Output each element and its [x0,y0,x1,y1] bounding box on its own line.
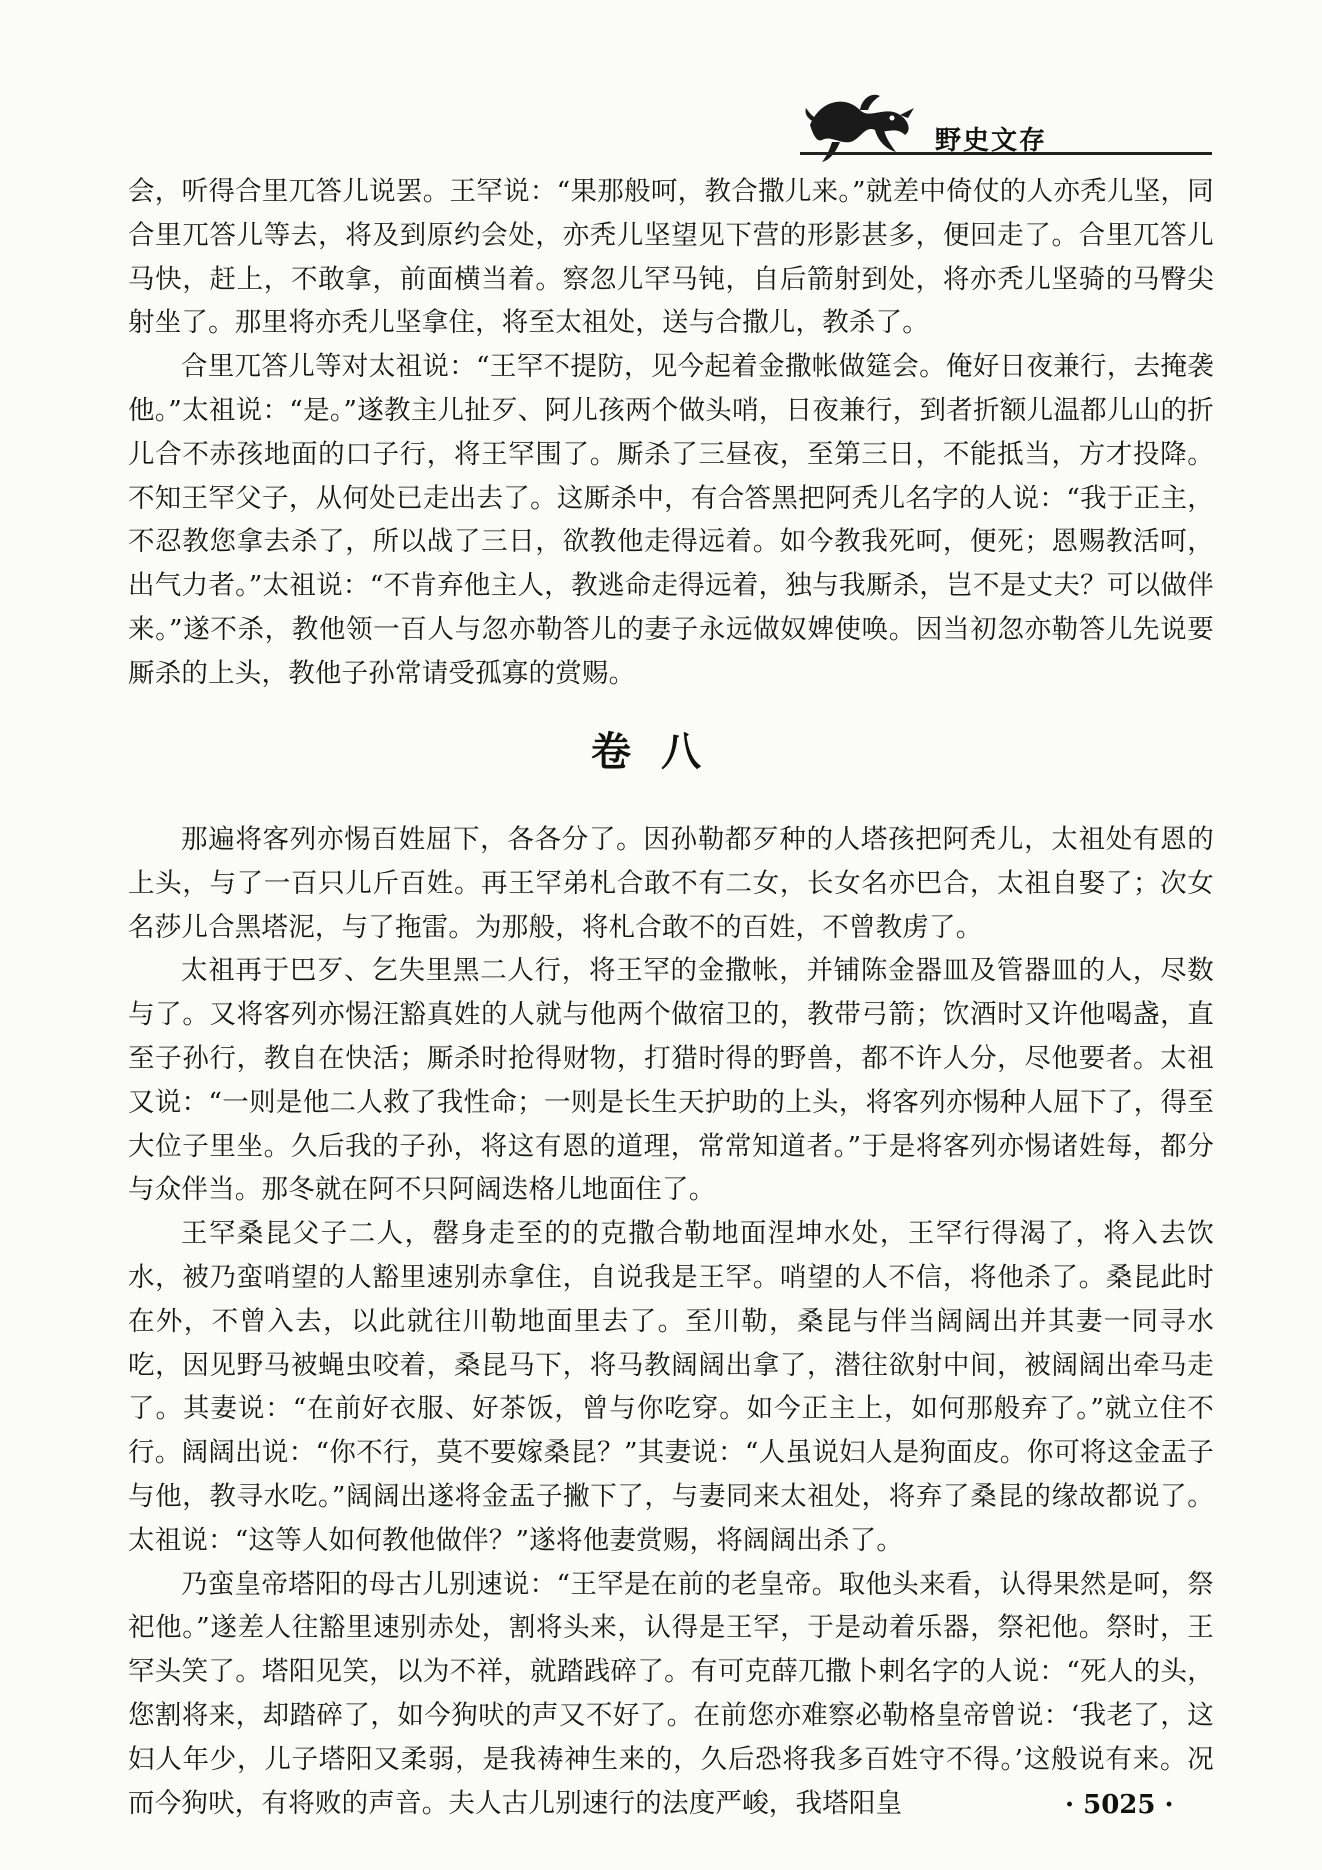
paragraph: 那遍将客列亦惕百姓屈下，各各分了。因孙勒都歹种的人塔孩把阿秃儿，太祖处有恩的上头，与了一百只儿斤百姓。再王罕弟札合敢不有二女，长女名亦巴合，太祖自娶了；次女名莎儿合黑塔泥，与了拖雷。为那般，将札合敢不的百姓，不曾教虏了。 [128,824,1214,943]
page-number: · 5025 · [1065,1790,1174,1820]
paragraph: 乃蛮皇帝塔阳的母古儿别速说：“王罕是在前的老皇帝。取他头来看，认得果然是呵，祭祀他。”遂差人往豁里速别赤处，割将头来，认得是王罕，于是动着乐器，祭祀他。祭时，王罕头笑了。塔阳见笑，以为不祥，就踏践碎了。有可克薛兀撒卜剌名字的人说：“死人的头，您割将来，却踏碎了，如今狗吠的声又不好了。在前您亦难察必勒格皇帝曾说：‘我老了，这妇人年少，儿子塔阳又柔弱，是我祷神生来的，久后恐将我多百姓守不得。’这般说有来。况而今狗吠，有将败的声音。夫人古儿别速行的法度严峻，我塔阳皇 [128,1568,1214,1819]
dragon-emblem-icon [800,80,920,170]
running-header [800,80,1230,170]
paragraph: 王罕桑昆父子二人，罄身走至的的克撒合勒地面涅坤水处，王罕行得渴了，将入去饮水，被乃蛮哨望的人豁里速别赤拿住，自说我是王罕。哨望的人不信，将他杀了。桑昆此时在外，不曾入去，以此就往川勒地面里去了。至川勒，桑昆与伴当阔阔出并其妻一同寻水吃，因见野马被蝇虫咬着，桑昆马下，将马教阔阔出拿了，潜往欲射中间，被阔阔出牵马走了。其妻说：“在前好衣服、好茶饭，曾与你吃穿。如今正主上，如何那般弃了。”就立住不行。阔阔出说：“你不行，莫不要嫁桑昆？”其妻说：“人虽说妇人是狗面皮。你可将这金盂子与他，教寻水吃。”阔阔出遂将金盂子撇下了，与妻同来太祖处，将弃了桑昆的缘故都说了。太祖说：“这等人如何教他做伴？”遂将他妻赏赐，将阔阔出杀了。 [128,1218,1214,1556]
paragraph: 合里兀答儿等对太祖说：“王罕不提防，见今起着金撒帐做筵会。俺好日夜兼行，去掩袭他。”太祖说：“是。”遂教主儿扯歹、阿儿孩两个做头哨，日夜兼行，到者折额儿温都儿山的折儿合不赤孩地面的口子行，将王罕围了。厮杀了三昼夜，至第三日，不能抵当，方才投降。不知王罕父子，从何处已走出去了。这厮杀中，有合答黑把阿秃儿名字的人说：“我于正主，不忍教您拿去杀了，所以战了三日，欲教他走得远着。如今教我死呵，便死；恩赐教活呵，出气力者。”太祖说：“不肯弃他主人，教逃命走得远着，独与我厮杀，岂不是丈夫？可以做伴来。”遂不杀，教他领一百人与忽亦勒答儿的妻子永远做奴婢使唤。因当初忽亦勒答儿先说要厮杀的上头，教他子孙常请受孤寡的赏赐。 [128,351,1214,689]
text-block-main [128,818,1214,1825]
header-divider [800,152,1212,155]
series-title: 野史文存 [935,126,1048,156]
text-block-top [128,170,1214,696]
paragraph: 太祖再于巴歹、乞失里黑二人行，将王罕的金撒帐，并铺陈金器皿及管器皿的人，尽数与了。又将客列亦惕汪豁真姓的人就与他两个做宿卫的，教带弓箭；饮酒时又许他喝盏，直至子孙行，教自在快活；厮杀时抢得财物，打猎时得的野兽，都不许人分，尽他要者。太祖又说：“一则是他二人救了我性命；一则是长生天护助的上头，将客列亦惕种人屈下了，得至大位子里坐。久后我的子孙，将这有恩的道理，常常知道者。”于是将客列亦惕诸姓每，都分与众伴当。那冬就在阿不只阿阔迭格儿地面住了。 [128,955,1214,1206]
chapter-heading: 卷八 [591,729,731,775]
paragraph: 会，听得合里兀答儿说罢。王罕说：“果那般呵，教合撒儿来。”就差中倚仗的人亦秃儿坚，同合里兀答儿等去，将及到原约会处，亦秃儿坚望见下营的形影甚多，便回走了。合里兀答儿马快，赶上，不敢拿，前面横当着。察忽儿罕马钝，自后箭射到处，将亦秃儿坚骑的马臀尖射坐了。那里将亦秃儿坚拿住，将至太祖处，送与合撒儿，教杀了。 [128,176,1214,339]
